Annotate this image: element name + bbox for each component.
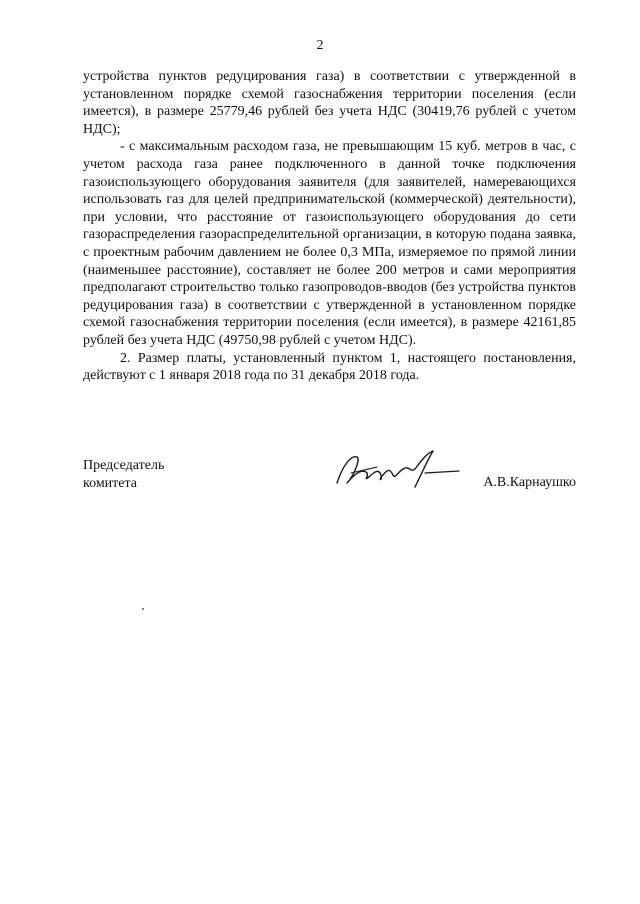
scan-dot xyxy=(142,608,144,610)
signer-title xyxy=(83,457,164,492)
paragraph-continuation: устройства пунктов редуцирования газа) в соответствии с утвержденной в установленном порядке схемой газоснабжения территории поселения (если имеется), в размере 25779,46 рублей без учета НДС (30419,76 рублей с учетом НДС); xyxy=(83,69,576,137)
handwritten-signature xyxy=(333,447,463,497)
paragraph-gas-consumption: - с максимальным расходом газа, не превышающим 15 куб. метров в час, с учетом расхода газа ранее подключенного в данной точке подключения газоиспользующего оборудования заявителя (для заявителей, намеревающихся использовать газ для целей предпринимательской (коммерческой) деятельности), при условии, что расстояние от газоиспользующего оборудования до сети газораспределения газораспределительной организации, в которую подана заявка, с проектным рабочим давлением не более 0,3 МПа, измеряемое по прямой линии (наименьшее расстояние), составляет не более 200 метров и сами мероприятия предполагают строительство только газопроводов-вводов (без устройства пунктов редуцирования газа) в соответствии с утвержденной в установленном порядке схемой газоснабжения территории поселения (если имеется), в размере 42161,85 рублей без учета НДС (49750,98 рублей с учетом НДС). xyxy=(83,139,576,348)
signer-name: А.В.Карнаушко xyxy=(483,475,576,490)
signature-block xyxy=(83,457,576,517)
document-body xyxy=(83,68,576,385)
signer-title-line2: комитета xyxy=(83,475,138,491)
page-number: 2 xyxy=(316,38,324,53)
paragraph-fee-validity: 2. Размер платы, установленный пунктом 1, настоящего постановления, действуют с 1 января 2018 года по 31 декабря 2018 года. xyxy=(83,350,576,384)
signer-title-line1: Председатель xyxy=(83,458,165,473)
